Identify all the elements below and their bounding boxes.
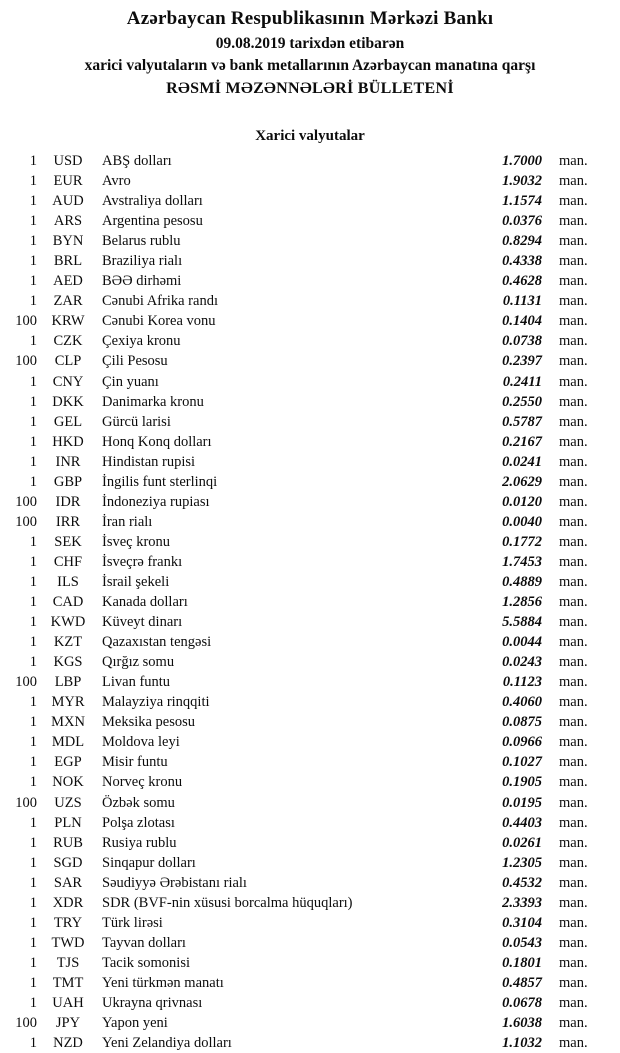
quantity: 1 bbox=[29, 453, 37, 470]
rate-value: 0.1027 bbox=[502, 754, 542, 771]
unit-label: man. bbox=[559, 854, 588, 871]
unit-label: man. bbox=[559, 594, 588, 611]
currency-code: KZT bbox=[53, 634, 83, 651]
rate-value: 0.0120 bbox=[502, 493, 542, 510]
table-row bbox=[0, 211, 620, 231]
rate-value: 0.4857 bbox=[502, 974, 542, 991]
bulletin-title: RƏSMİ MƏZƏNNƏLƏRİ BÜLLETENİ bbox=[166, 80, 454, 97]
currency-code: SGD bbox=[53, 854, 83, 871]
rate-value: 0.0195 bbox=[502, 794, 542, 811]
currency-code: BYN bbox=[52, 233, 84, 250]
table-row bbox=[0, 191, 620, 211]
currency-code: IDR bbox=[55, 493, 81, 510]
quantity: 1 bbox=[29, 293, 37, 310]
quantity: 1 bbox=[29, 413, 37, 430]
quantity: 1 bbox=[29, 533, 37, 550]
quantity: 1 bbox=[29, 694, 37, 711]
unit-label: man. bbox=[559, 573, 588, 590]
rate-value: 0.0040 bbox=[502, 513, 542, 530]
table-row bbox=[0, 572, 620, 592]
currency-name: Malayziya rinqqiti bbox=[102, 694, 210, 711]
unit-label: man. bbox=[559, 734, 588, 751]
currency-code: NZD bbox=[53, 1035, 83, 1052]
scope-line: xarici valyutaların və bank metallarının Azərbaycan manatına qarşı bbox=[84, 57, 536, 74]
table-row bbox=[0, 432, 620, 452]
table-row bbox=[0, 512, 620, 532]
table-row bbox=[0, 692, 620, 712]
table-row bbox=[0, 752, 620, 772]
currency-name: BƏƏ dirhəmi bbox=[102, 273, 182, 290]
unit-label: man. bbox=[559, 834, 588, 851]
quantity: 100 bbox=[15, 674, 37, 691]
currency-code: TRY bbox=[53, 914, 83, 931]
quantity: 1 bbox=[29, 854, 37, 871]
table-row bbox=[0, 311, 620, 331]
quantity: 1 bbox=[29, 373, 37, 390]
currency-name: Honq Konq dolları bbox=[102, 433, 212, 450]
effective-date-line: 09.08.2019 tarixdən etibarən bbox=[215, 35, 405, 52]
currency-code: LBP bbox=[54, 674, 82, 691]
rate-value: 1.9032 bbox=[502, 173, 542, 190]
unit-label: man. bbox=[559, 373, 588, 390]
currency-code: SAR bbox=[53, 874, 83, 891]
quantity: 1 bbox=[29, 874, 37, 891]
currency-code: NOK bbox=[52, 774, 84, 791]
quantity: 1 bbox=[29, 834, 37, 851]
unit-label: man. bbox=[559, 533, 588, 550]
currency-name: Kanada dolları bbox=[102, 594, 188, 611]
rate-value: 0.0738 bbox=[502, 333, 542, 350]
rate-value: 0.2397 bbox=[502, 353, 542, 370]
unit-label: man. bbox=[559, 393, 588, 410]
currency-code: TJS bbox=[56, 954, 80, 971]
table-row bbox=[0, 351, 620, 371]
table-row bbox=[0, 973, 620, 993]
unit-label: man. bbox=[559, 954, 588, 971]
table-row bbox=[0, 271, 620, 291]
currency-name: Yapon yeni bbox=[102, 1015, 168, 1032]
table-row bbox=[0, 231, 620, 251]
table-row bbox=[0, 592, 620, 612]
table-row bbox=[0, 1013, 620, 1033]
currency-code: TWD bbox=[51, 934, 85, 951]
table-row bbox=[0, 873, 620, 893]
quantity: 1 bbox=[29, 654, 37, 671]
table-row bbox=[0, 291, 620, 311]
currency-name: Çin yuanı bbox=[102, 373, 159, 390]
exchange-rates-table bbox=[0, 151, 620, 1053]
currency-name: Misir funtu bbox=[102, 754, 168, 771]
unit-label: man. bbox=[559, 193, 588, 210]
table-row bbox=[0, 151, 620, 171]
quantity: 1 bbox=[29, 914, 37, 931]
currency-code: EUR bbox=[53, 173, 83, 190]
table-row bbox=[0, 472, 620, 492]
currency-code: DKK bbox=[52, 393, 84, 410]
currency-name: Danimarka kronu bbox=[102, 393, 204, 410]
currency-code: ILS bbox=[57, 573, 79, 590]
currency-code: ZAR bbox=[53, 293, 83, 310]
quantity: 1 bbox=[29, 934, 37, 951]
unit-label: man. bbox=[559, 553, 588, 570]
table-row bbox=[0, 712, 620, 732]
currency-name: Ukrayna qrivnası bbox=[102, 994, 203, 1011]
quantity: 1 bbox=[29, 634, 37, 651]
rate-value: 5.5884 bbox=[502, 614, 542, 631]
table-row bbox=[0, 813, 620, 833]
rate-value: 0.0678 bbox=[502, 994, 542, 1011]
rate-value: 0.1131 bbox=[502, 293, 542, 310]
currency-code: CAD bbox=[52, 594, 84, 611]
quantity: 1 bbox=[29, 173, 37, 190]
currency-code: XDR bbox=[52, 894, 84, 911]
rate-value: 0.1905 bbox=[502, 774, 542, 791]
currency-name: Polşa zlotası bbox=[102, 814, 175, 831]
unit-label: man. bbox=[559, 614, 588, 631]
rate-value: 1.6038 bbox=[502, 1015, 542, 1032]
section-title-foreign-currencies: Xarici valyutalar bbox=[255, 128, 365, 144]
currency-name: Braziliya rialı bbox=[102, 253, 183, 270]
currency-code: RUB bbox=[53, 834, 83, 851]
currency-name: SDR (BVF-nin xüsusi borcalma hüquqları) bbox=[102, 894, 353, 911]
rate-value: 1.2305 bbox=[502, 854, 542, 871]
quantity: 100 bbox=[15, 313, 37, 330]
rate-value: 1.1032 bbox=[502, 1035, 542, 1052]
unit-label: man. bbox=[559, 353, 588, 370]
unit-label: man. bbox=[559, 754, 588, 771]
table-row bbox=[0, 953, 620, 973]
currency-name: Cənubi Afrika randı bbox=[102, 293, 218, 310]
currency-code: KGS bbox=[53, 654, 83, 671]
quantity: 1 bbox=[29, 253, 37, 270]
quantity: 1 bbox=[29, 714, 37, 731]
rate-value: 0.4532 bbox=[502, 874, 542, 891]
currency-name: Cənubi Korea vonu bbox=[102, 313, 216, 330]
unit-label: man. bbox=[559, 714, 588, 731]
quantity: 1 bbox=[29, 333, 37, 350]
quantity: 1 bbox=[29, 994, 37, 1011]
unit-label: man. bbox=[559, 774, 588, 791]
currency-name: Səudiyyə Ərəbistanı rialı bbox=[102, 874, 247, 891]
quantity: 100 bbox=[15, 794, 37, 811]
bulletin-header bbox=[0, 0, 620, 100]
unit-label: man. bbox=[559, 273, 588, 290]
rate-value: 0.1801 bbox=[502, 954, 542, 971]
currency-name: Hindistan rupisi bbox=[102, 453, 196, 470]
unit-label: man. bbox=[559, 674, 588, 691]
currency-name: İsveçrə frankı bbox=[102, 553, 183, 570]
rate-value: 0.0376 bbox=[502, 213, 542, 230]
unit-label: man. bbox=[559, 694, 588, 711]
quantity: 100 bbox=[15, 493, 37, 510]
currency-code: PLN bbox=[54, 814, 82, 831]
currency-code: UZS bbox=[54, 794, 82, 811]
quantity: 1 bbox=[29, 614, 37, 631]
unit-label: man. bbox=[559, 1015, 588, 1032]
currency-name: Yeni türkmən manatı bbox=[102, 974, 224, 991]
currency-name: Avro bbox=[102, 173, 131, 190]
quantity: 1 bbox=[29, 233, 37, 250]
currency-name: Çili Pesosu bbox=[102, 353, 168, 370]
quantity: 1 bbox=[29, 894, 37, 911]
rate-value: 0.0044 bbox=[502, 634, 542, 651]
quantity: 1 bbox=[29, 393, 37, 410]
currency-code: MYR bbox=[51, 694, 85, 711]
currency-code: MXN bbox=[51, 714, 85, 731]
unit-label: man. bbox=[559, 213, 588, 230]
table-row bbox=[0, 392, 620, 412]
unit-label: man. bbox=[559, 874, 588, 891]
currency-code: GEL bbox=[53, 413, 83, 430]
rate-value: 2.0629 bbox=[502, 473, 542, 490]
table-row bbox=[0, 732, 620, 752]
table-row bbox=[0, 632, 620, 652]
currency-name: Küveyt dinarı bbox=[102, 614, 183, 631]
table-row bbox=[0, 772, 620, 792]
quantity: 1 bbox=[29, 213, 37, 230]
quantity: 1 bbox=[29, 193, 37, 210]
unit-label: man. bbox=[559, 1035, 588, 1052]
rate-value: 2.3393 bbox=[502, 894, 542, 911]
currency-code: CNY bbox=[52, 373, 84, 390]
currency-name: Yeni Zelandiya dolları bbox=[102, 1035, 232, 1052]
quantity: 1 bbox=[29, 433, 37, 450]
quantity: 100 bbox=[15, 513, 37, 530]
rate-value: 0.0543 bbox=[502, 934, 542, 951]
quantity: 1 bbox=[29, 473, 37, 490]
currency-name: İran rialı bbox=[102, 513, 153, 530]
currency-code: EGP bbox=[54, 754, 82, 771]
table-row bbox=[0, 251, 620, 271]
currency-name: Sinqapur dolları bbox=[102, 854, 196, 871]
currency-code: AED bbox=[53, 273, 83, 290]
currency-name: İsrail şekeli bbox=[102, 573, 170, 590]
quantity: 1 bbox=[29, 594, 37, 611]
table-row bbox=[0, 893, 620, 913]
rate-value: 0.1404 bbox=[502, 313, 542, 330]
table-row bbox=[0, 492, 620, 512]
currency-name: Qazaxıstan tengəsi bbox=[102, 634, 212, 651]
rate-value: 0.2411 bbox=[502, 373, 542, 390]
rate-value: 0.3104 bbox=[502, 914, 542, 931]
rate-value: 0.0875 bbox=[502, 714, 542, 731]
currency-name: İngilis funt sterlinqi bbox=[102, 473, 218, 490]
currency-name: Moldova leyi bbox=[102, 734, 180, 751]
unit-label: man. bbox=[559, 974, 588, 991]
currency-code: BRL bbox=[53, 253, 83, 270]
quantity: 1 bbox=[29, 954, 37, 971]
unit-label: man. bbox=[559, 513, 588, 530]
unit-label: man. bbox=[559, 453, 588, 470]
currency-name: ABŞ dolları bbox=[102, 153, 172, 169]
currency-name: Türk lirəsi bbox=[102, 914, 163, 931]
currency-name: İndoneziya rupiası bbox=[102, 493, 210, 510]
unit-label: man. bbox=[559, 814, 588, 831]
rate-value: 0.5787 bbox=[502, 413, 542, 430]
rate-value: 0.0241 bbox=[502, 453, 542, 470]
currency-code: MDL bbox=[51, 734, 85, 751]
rate-value: 0.0243 bbox=[502, 654, 542, 671]
rate-value: 0.0261 bbox=[502, 834, 542, 851]
unit-label: man. bbox=[559, 914, 588, 931]
currency-name: Argentina pesosu bbox=[102, 213, 203, 230]
table-row bbox=[0, 672, 620, 692]
unit-label: man. bbox=[559, 173, 588, 190]
unit-label: man. bbox=[559, 894, 588, 911]
rate-value: 0.4628 bbox=[502, 273, 542, 290]
currency-code: CLP bbox=[54, 353, 82, 370]
currency-code: CZK bbox=[53, 333, 83, 350]
rate-value: 0.2550 bbox=[502, 393, 542, 410]
unit-label: man. bbox=[559, 293, 588, 310]
rate-value: 1.7000 bbox=[502, 153, 542, 169]
rate-value: 0.4889 bbox=[502, 573, 542, 590]
unit-label: man. bbox=[559, 413, 588, 430]
currency-name: Belarus rublu bbox=[102, 233, 181, 250]
table-row bbox=[0, 833, 620, 853]
unit-label: man. bbox=[559, 233, 588, 250]
currency-name: Livan funtu bbox=[102, 674, 171, 691]
unit-label: man. bbox=[559, 333, 588, 350]
currency-name: Tayvan dolları bbox=[102, 934, 186, 951]
unit-label: man. bbox=[559, 634, 588, 651]
currency-code: HKD bbox=[52, 433, 84, 450]
rate-value: 1.7453 bbox=[502, 553, 542, 570]
table-row bbox=[0, 372, 620, 392]
unit-label: man. bbox=[559, 934, 588, 951]
rate-value: 0.2167 bbox=[502, 433, 542, 450]
currency-code: ARS bbox=[53, 213, 83, 230]
table-row bbox=[0, 331, 620, 351]
rate-value: 0.4403 bbox=[502, 814, 542, 831]
currency-name: Qırğız somu bbox=[102, 654, 175, 671]
currency-code: CHF bbox=[53, 553, 83, 570]
table-row bbox=[0, 993, 620, 1013]
currency-name: İsveç kronu bbox=[102, 533, 171, 550]
unit-label: man. bbox=[559, 654, 588, 671]
unit-label: man. bbox=[559, 433, 588, 450]
currency-code: USD bbox=[53, 153, 83, 169]
rate-value: 0.1123 bbox=[502, 674, 542, 691]
table-row bbox=[0, 612, 620, 632]
currency-code: INR bbox=[55, 453, 81, 470]
table-row bbox=[0, 652, 620, 672]
unit-label: man. bbox=[559, 994, 588, 1011]
quantity: 1 bbox=[29, 774, 37, 791]
currency-name: Norveç kronu bbox=[102, 774, 183, 791]
table-row bbox=[0, 1033, 620, 1053]
quantity: 1 bbox=[29, 573, 37, 590]
currency-code: AUD bbox=[52, 193, 84, 210]
currency-code: TMT bbox=[52, 974, 84, 991]
currency-name: Rusiya rublu bbox=[102, 834, 177, 851]
rate-value: 1.1574 bbox=[502, 193, 542, 210]
bank-title: Azərbaycan Respublikasının Mərkəzi Bankı bbox=[126, 8, 494, 29]
currency-code: GBP bbox=[53, 473, 83, 490]
table-row bbox=[0, 933, 620, 953]
table-row bbox=[0, 532, 620, 552]
rate-value: 0.1772 bbox=[502, 533, 542, 550]
currency-name: Gürcü larisi bbox=[102, 413, 171, 430]
rate-value: 0.8294 bbox=[502, 233, 542, 250]
rate-value: 1.2856 bbox=[502, 594, 542, 611]
table-row bbox=[0, 452, 620, 472]
quantity: 100 bbox=[15, 1015, 37, 1032]
currency-code: SEK bbox=[54, 533, 82, 550]
quantity: 1 bbox=[29, 273, 37, 290]
rate-value: 0.4060 bbox=[502, 694, 542, 711]
quantity: 1 bbox=[29, 814, 37, 831]
unit-label: man. bbox=[559, 253, 588, 270]
table-row bbox=[0, 913, 620, 933]
quantity: 100 bbox=[15, 353, 37, 370]
currency-code: KRW bbox=[51, 313, 85, 330]
currency-code: JPY bbox=[55, 1015, 81, 1032]
unit-label: man. bbox=[559, 473, 588, 490]
unit-label: man. bbox=[559, 153, 588, 169]
currency-code: KWD bbox=[50, 614, 86, 631]
quantity: 1 bbox=[29, 553, 37, 570]
unit-label: man. bbox=[559, 794, 588, 811]
quantity: 1 bbox=[29, 1035, 37, 1052]
currency-name: Tacik somonisi bbox=[102, 954, 190, 971]
currency-name: Avstraliya dolları bbox=[102, 193, 203, 210]
quantity: 1 bbox=[29, 153, 37, 169]
quantity: 1 bbox=[29, 754, 37, 771]
table-row bbox=[0, 412, 620, 432]
table-row bbox=[0, 552, 620, 572]
currency-code: UAH bbox=[52, 994, 84, 1011]
rate-value: 0.4338 bbox=[502, 253, 542, 270]
currency-code: IRR bbox=[55, 513, 81, 530]
unit-label: man. bbox=[559, 493, 588, 510]
currency-name: Çexiya kronu bbox=[102, 333, 181, 350]
table-row bbox=[0, 793, 620, 813]
currency-name: Özbək somu bbox=[102, 794, 175, 811]
quantity: 1 bbox=[29, 734, 37, 751]
currency-name: Meksika pesosu bbox=[102, 714, 196, 731]
quantity: 1 bbox=[29, 974, 37, 991]
table-row bbox=[0, 171, 620, 191]
rate-value: 0.0966 bbox=[502, 734, 542, 751]
unit-label: man. bbox=[559, 313, 588, 330]
table-row bbox=[0, 853, 620, 873]
